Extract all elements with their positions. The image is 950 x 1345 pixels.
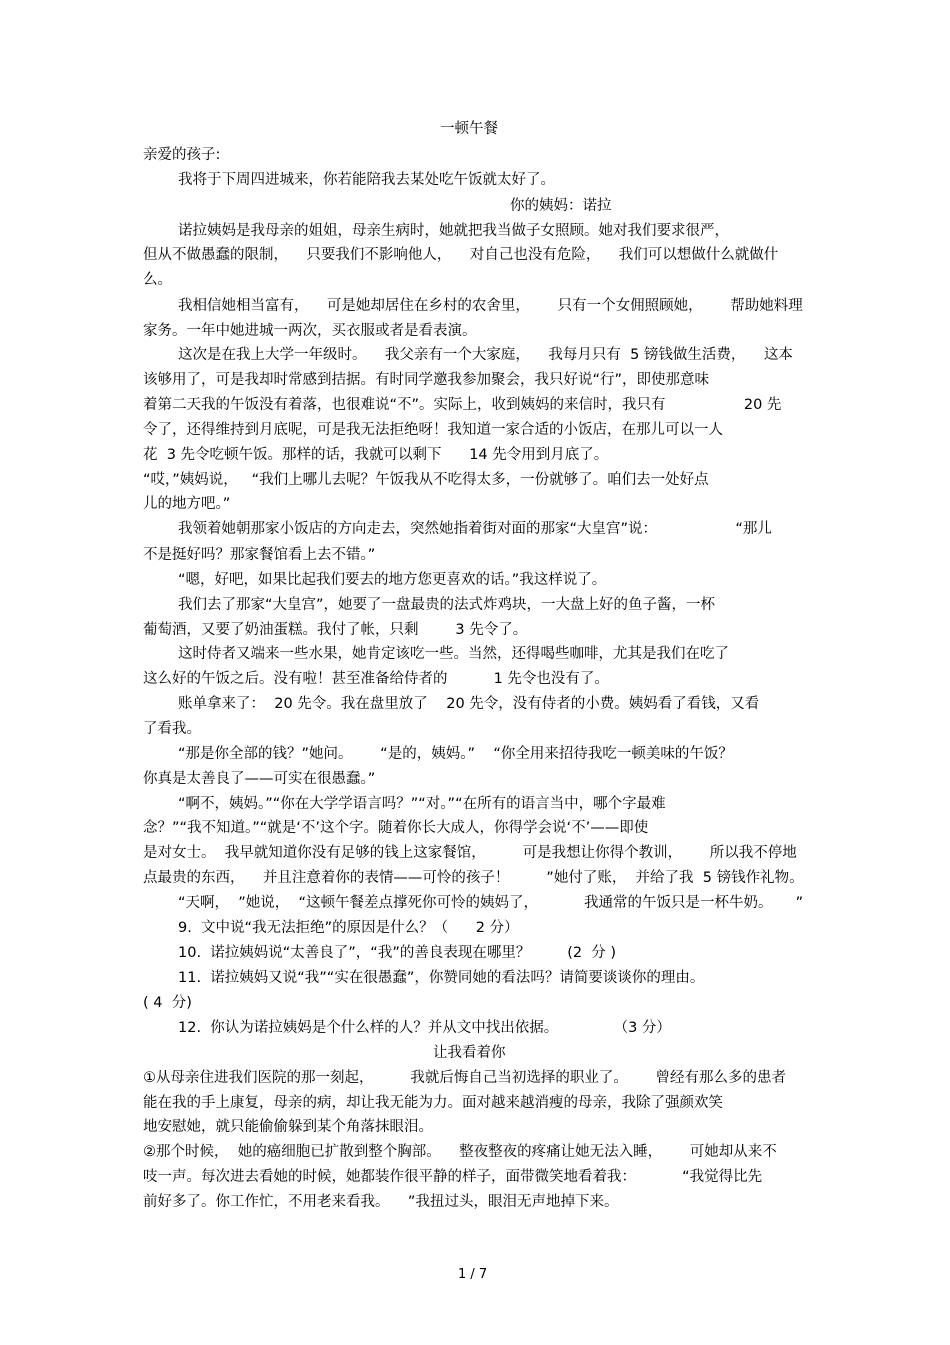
paragraph-line: 账单拿来了： 20 先令。我在盘里放了 20 先令，没有侍者的小费。姨妈看了看钱，又看 [178, 696, 760, 712]
paragraph-line: 这次是在我上大学一年级时。 我父亲有一个大家庭， 我每月只有 5 镑钱做生活费， 这本 [178, 347, 793, 363]
paragraph-line: 但从不做愚蠢的限制， 只要我们不影响他人， 对自己也没有危险， 我们可以想做什么就做什 [143, 247, 779, 263]
paragraph-line: 诺拉姨妈是我母亲的姐姐，母亲生病时，她就把我当做子女照顾。她对我们要求很严， [178, 223, 729, 239]
question-12: 12. 你认为诺拉姨妈是个什么样的人？并从文中找出依据。 （3 分） [178, 1020, 671, 1036]
paragraph-line: “哎，”姨妈说， “我们上哪儿去呢？午饭我从不吃得太多，一份就够了。咱们去一处好点 [143, 472, 709, 488]
paragraph-line: 了看我。 [143, 721, 201, 737]
paragraph-line: “啊不，姨妈。”“你在大学学语言吗？”“对。”“在所有的语言当中，哪个字最难 [178, 796, 666, 812]
paragraph-line: 该够用了，可是我却时常感到拮据。有时同学邀我参加聚会，我只好说“行”，即使那意味 [143, 372, 710, 388]
question-11-points: ( 4 分) [143, 995, 192, 1011]
paragraph-line: 吱一声。每次进去看她的时候，她都装作很平静的样子，面带微笑地看着我： “我觉得比先 [143, 1169, 763, 1185]
page-number: 1 / 7 [458, 1267, 488, 1282]
story-title: 一顿午餐 [440, 121, 498, 137]
paragraph-line: 你真是太善良了——可实在很愚蠢。” [143, 771, 376, 787]
paragraph-line: 念？”“我不知道。”“就是‘不’这个字。随着你长大成人，你得学会说‘不’——即使 [143, 820, 649, 836]
paragraph-line: 我相信她相当富有， 可是她却居住在乡村的农舍里， 只有一个女佣照顾她， 帮助她料理 [178, 298, 803, 314]
paragraph-line: 前好多了。你工作忙，不用老来看我。 ”我扭过头，眼泪无声地掉下来。 [143, 1194, 619, 1210]
paragraph-line: “那是你全部的钱？”她问。 “是的，姨妈。” “你全用来招待我吃一顿美味的午饭？ [178, 746, 733, 762]
question-11: 11. 诺拉姨妈又说“我”“实在很愚蠢”，你赞同她的看法吗？请简要谈谈你的理由。 [178, 970, 705, 986]
paragraph-line: 令了，还得维持到月底呢，可是我无法拒绝呀！我知道一家合适的小饭店，在那儿可以一人 [143, 422, 723, 438]
paragraph-line: 家务。一年中她进城一两次，买衣服或者是看表演。 [143, 323, 477, 339]
paragraph-line: 葡萄酒，又要了奶油蛋糕。我付了帐，只剩 3 先令了。 [143, 622, 528, 638]
signature-line: 你的姨妈：诺拉 [510, 198, 612, 214]
paragraph-line: 亲爱的孩子: [143, 147, 221, 163]
paragraph-line: 我领着她朝那家小饭店的方向走去，突然她指着街对面的那家“大皇宫”说： “那儿 [178, 521, 772, 537]
paragraph-line: 地安慰她，就只能偷偷躲到某个角落抹眼泪。 [143, 1119, 433, 1135]
paragraph-line: ①从母亲住进我们医院的那一刻起， 我就后悔自己当初选择的职业了。 曾经有那么多的患者 [143, 1070, 787, 1086]
question-10: 10. 诺拉姨妈说“太善良了”，“我”的善良表现在哪里？ (2 分 ) [178, 945, 617, 961]
paragraph-line: 不是挺好吗？那家餐馆看上去不错。” [143, 547, 376, 563]
paragraph-line: 儿的地方吧。” [143, 496, 231, 512]
paragraph-line: “嗯，好吧，如果比起我们要去的地方您更喜欢的话。”我这样说了。 [178, 572, 607, 588]
question-9: 9. 文中说“我无法拒绝”的原因是什么？（ 2 分） [178, 920, 519, 936]
paragraph-line: 花 3 先令吃顿午饭。那样的话，我就可以剩下 14 先令用到月底了。 [143, 447, 609, 463]
paragraph-line: 点最贵的东西， 并且注意着你的表情——可怜的孩子！ ”她付了账， 并给了我 5 镑钱作礼物。 [143, 870, 804, 886]
story-title: 让我看着你 [433, 1045, 506, 1061]
paragraph-line: 是对女士。 我早就知道你没有足够的钱上这家餐馆， 可是我想让你得个教训， 所以我不停地 [143, 845, 797, 861]
paragraph-line: 我将于下周四进城来，你若能陪我去某处吃午饭就太好了。 [178, 172, 555, 188]
paragraph-line: “天啊， ”她说， “这顿午餐差点撑死你可怜的姨妈了， 我通常的午饭只是一杯牛奶。 ” [178, 895, 804, 911]
paragraph-line: 这时侍者又端来一些水果，她肯定该吃一些。当然，还得喝些咖啡，尤其是我们在吃了 [178, 646, 729, 662]
paragraph-line: ②那个时候， 她的癌细胞已扩散到整个胸部。 整夜整夜的疼痛让她无法入睡， 可她却从来不 [143, 1144, 777, 1160]
paragraph-line: 能在我的手上康复，母亲的病，却让我无能为力。面对越来越消瘦的母亲，我除了强颜欢笑 [143, 1095, 723, 1111]
paragraph-line: 这么好的午饭之后。没有啦！甚至准备给侍者的 1 先令也没有了。 [143, 671, 609, 687]
paragraph-line: 么。 [143, 272, 172, 288]
paragraph-line: 我们去了那家“大皇宫”，她要了一盘最贵的法式炸鸡块，一大盘上好的鱼子酱，一杯 [178, 597, 716, 613]
paragraph-line: 着第二天我的午饭没有着落，也很难说“不”。实际上，收到姨妈的来信时，我只有 20 先 [143, 397, 782, 413]
